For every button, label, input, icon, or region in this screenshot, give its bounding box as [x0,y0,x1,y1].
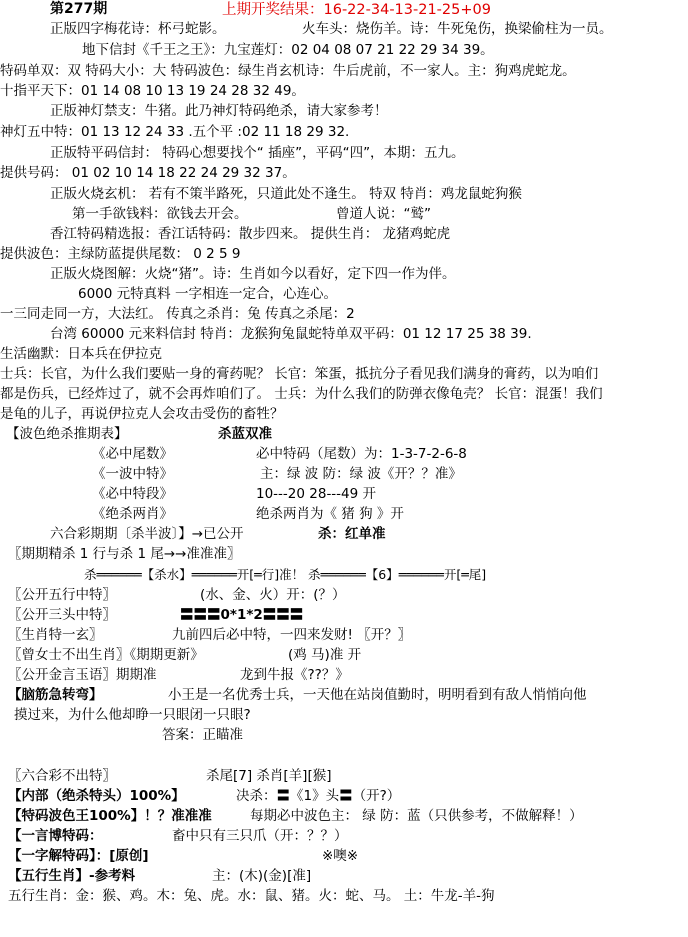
text-line: 台湾 60000 元来料信封 特肖：龙猴狗兔鼠蛇特单双平码：01 12 17 25 38 39. [50,326,532,342]
text-line: 小王是一名优秀士兵，一天他在站岗值勤时，明明看到有敌人悄悄向他 [168,687,587,703]
text-line: 〖期期精杀 1 行与杀 1 尾→→准准准〗 [8,546,241,562]
text-line: (水、金、火）开：(？） [200,587,346,603]
text-line: 杀尾[7] 杀肖[羊][猴] [206,768,332,784]
text-line: 都是伤兵，已经炸过了，就不会再炸咱们了。 士兵：为什么我们的防弹衣像龟壳？ 长官：混蛋！我们 [0,386,603,402]
text-line: 10---20 28---49 开 [256,486,377,502]
text-line: 杀══════【杀水】══════开[═行]准！ 杀══════【6】══════开[═尾] [84,567,487,582]
text-line: 《必中特段》 [92,486,173,502]
text-line: 地下信封《千王之王》：九宝莲灯：02 04 08 07 21 22 29 34 39。 [82,42,494,58]
text-line: 〖曾女士不出生肖〗《期期更新》 [8,647,204,663]
text-line: 正版火烧图解：火烧“猪”。诗：生肖如今以看好，定下四一作为伴。 [50,266,456,282]
text-line: 必中特码（尾数）为：1-3-7-2-6-8 [256,446,467,462]
text-line: 每期必中波色主： 绿 防：蓝（只供参考，不做解释！） [250,808,583,824]
text-line: 主：(木)(金)[准] [212,868,312,884]
text-line: 士兵：长官，为什么我们要贴一身的膏药呢？ 长官：笨蛋，抵抗分子看见我们满身的膏药，以为咱们 [0,366,599,382]
text-line: 火车头：烧伤羊。诗：牛死兔伤，换梁偷柱为一员。 [302,21,613,37]
last-draw-result: 上期开奖结果：16-22-34-13-21-25+09 [222,2,491,18]
text-line: 曾道人说：“鹫” [336,206,431,222]
text-line: 提供号码： 01 02 10 14 18 22 24 29 32 37。 [0,165,296,181]
text-line: 畜中只有三只爪（开：？？） [172,828,348,844]
text-line: 正版特平码信封： 特码心想要找个“ 插座”，平码“四”，本期：五九。 [50,145,465,161]
text-line: 香江特码精选报：香江话特码：散步四来。 提供生肖： 龙猪鸡蛇虎 [50,226,451,242]
text-line: 正版神灯禁支：牛猪。此乃神灯特码绝杀，请大家参考！ [50,103,388,119]
text-line: 绝杀两肖为《 猪 狗 》开 [256,506,404,522]
text-line: 十指平天下：01 14 08 10 13 19 24 28 32 49。 [0,83,305,99]
text-line: 正版四字梅花诗：杯弓蛇影。 [50,21,226,37]
text-line: 答案：正瞄准 [162,727,243,743]
text-line: 六合彩期期〔杀半波〕】→已公开 [50,526,244,542]
text-line: 〖生肖特一玄〗 [8,627,103,643]
text-line: 九前四后必中特，一四来发财! 〖开？〗 [172,627,412,643]
text-line: 神灯五中特：01 13 12 24 33 .五个平 :02 11 18 29 32. [0,124,350,140]
text-line: 龙到牛报《??？》 [240,667,349,683]
text-line: 第一手欲钱料：欲钱去开会。 [72,206,248,222]
text-line: 〖公开三头中特〗 [8,607,116,623]
text-line: 主：绿 波 防：绿 波《开？？准》 [260,466,462,482]
section-title: 【一字解特码】：[原创] [8,848,149,864]
text-line: 《绝杀两肖》 [92,506,173,522]
issue-number: 第277期 [50,1,108,17]
section-title: 【特码波色王100%】！？准准准 [8,808,212,824]
text-line: ※噢※ [322,848,359,864]
section-title: 【一言博特码： [8,828,103,844]
section-title: 【波色绝杀推期表】 [6,426,128,442]
section-highlight: 杀：红单准 [318,526,386,542]
text-line: 〓〓〓0*1*2〓〓〓 [180,607,304,623]
section-title: 【五行生肖】-参考料 [8,868,136,884]
section-highlight: 杀蓝双准 [218,426,272,442]
text-line: 〖公开五行中特〗 [8,587,116,603]
text-line: 《一波中特》 [92,466,173,482]
text-line: (鸡 马)准 开 [288,647,362,663]
section-title: 【脑筋急转弯】 [8,687,103,703]
text-line: 生活幽默：日本兵在伊拉克 [0,346,162,362]
text-line: 正版火烧玄机： 若有不策半路死，只道此处不逢生。 特双 特肖：鸡龙鼠蛇狗猴 [50,186,522,202]
text-line: 决杀：〓《1》头〓（开?） [236,788,401,804]
text-line: 〖公开金言玉语〗期期准 [8,667,157,683]
text-line: 6000 元特真料 一字相连一定合，心连心。 [78,286,337,302]
text-line: 特码单双：双 特码大小：大 特码波色：绿生肖玄机诗：牛后虎前，不一家人。主：狗鸡虎蛇龙。 [0,63,576,79]
text-line: 五行生肖：金：猴、鸡。木：兔、虎。水：鼠、猪。火：蛇、马。 土：牛龙-羊-狗 [8,888,495,904]
text-line: 〖六合彩不出特〗 [8,768,116,784]
text-line: 《必中尾数》 [92,446,173,462]
section-title: 【内部（绝杀特头）100%】 [8,788,185,804]
text-line: 摸过来，为什么他却睁一只眼闭一只眼? [14,707,251,723]
text-line: 提供波色：主绿防蓝提供尾数： 0 2 5 9 [0,246,241,262]
text-line: 是龟的儿子，再说伊拉克人会攻击受伤的畜牲？ [0,406,284,422]
text-line: 一三同走同一方，大法红。 传真之杀肖：兔 传真之杀尾：2 [0,306,355,322]
